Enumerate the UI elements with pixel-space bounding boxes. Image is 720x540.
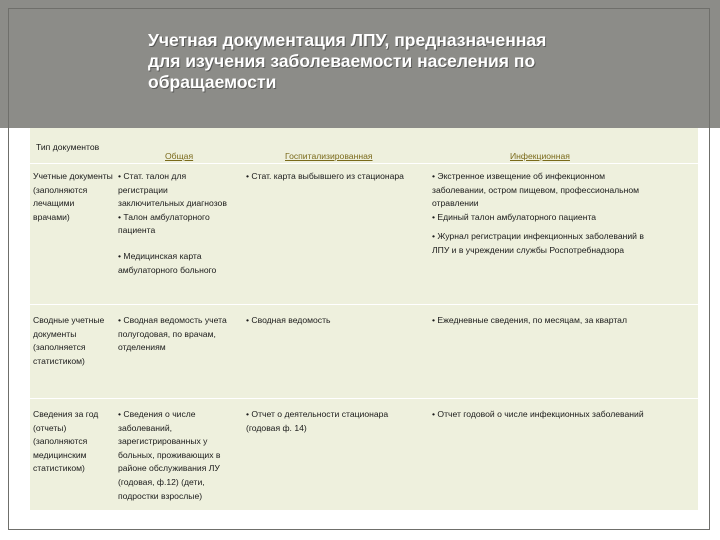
row-separator [30, 398, 698, 399]
row-separator [30, 163, 698, 164]
column-header-hospital: Госпитализированная [285, 151, 373, 161]
spacer [118, 238, 236, 250]
row-type-cell: Сведения за год (отчеты) (заполняются медицинским статистиком) [33, 409, 99, 474]
general-cell [118, 170, 236, 277]
title-line-3: обращаемости [148, 72, 277, 92]
list-item: • Отчет годовой о числе инфекционных заболеваний [432, 409, 644, 419]
list-item: • Сводная ведомость учета полугодовая, по врачам, отделениям [118, 315, 227, 353]
list-item: • Единый талон амбулаторного пациента [432, 211, 597, 222]
infection-cell [432, 408, 652, 422]
list-item: • Стат. карта выбывшего из стационара [246, 171, 404, 181]
list-item: • Журнал регистрации инфекционных заболеваний в ЛПУ и в учреждении службы Роспотребнадзора [432, 231, 644, 255]
hospital-cell [246, 408, 421, 435]
general-cell [118, 408, 243, 503]
hospital-cell [246, 314, 406, 328]
column-header-infection: Инфекционная [510, 151, 570, 161]
row-separator [30, 304, 698, 305]
row-type-cell: Учетные документы (заполняются лечащими врачами) [33, 171, 113, 222]
general-cell [118, 314, 233, 355]
infection-cell [432, 170, 652, 258]
title-line-2: для изучения заболеваемости населения по [148, 51, 536, 71]
row-type-cell: Сводные учетные документы (заполняется статистиком) [33, 315, 105, 366]
hospital-cell [246, 170, 406, 184]
list-item: • Медицинская карта амбулаторного больного [118, 250, 217, 275]
list-item: • Экстренное извещение об инфекционном заболевании, остром пищевом, профессиональном отравлении [432, 171, 640, 209]
slide-title [148, 30, 668, 93]
row-header-label: Тип документов [36, 142, 100, 152]
list-item: • Отчет о деятельности стационара (годовая ф. 14) [246, 409, 389, 433]
list-item: • Стат. талон для регистрации заключительных диагнозов [118, 171, 227, 209]
list-item: • Сводная ведомость [246, 315, 331, 325]
list-item: • Ежедневные сведения, по месяцам, за квартал [432, 315, 627, 325]
infection-cell [432, 314, 682, 328]
column-header-general: Общая [165, 151, 194, 161]
title-line-1: Учетная документация ЛПУ, предназначенная [148, 30, 547, 50]
list-item: • Сведения о числе заболеваний, зарегистрированных у больных, проживающих в районе обслуживания ЛУ (годовая, ф.12) (дети, подростки взрослые) [118, 409, 221, 501]
list-item: • Талон амбулаторного пациента [118, 211, 210, 236]
